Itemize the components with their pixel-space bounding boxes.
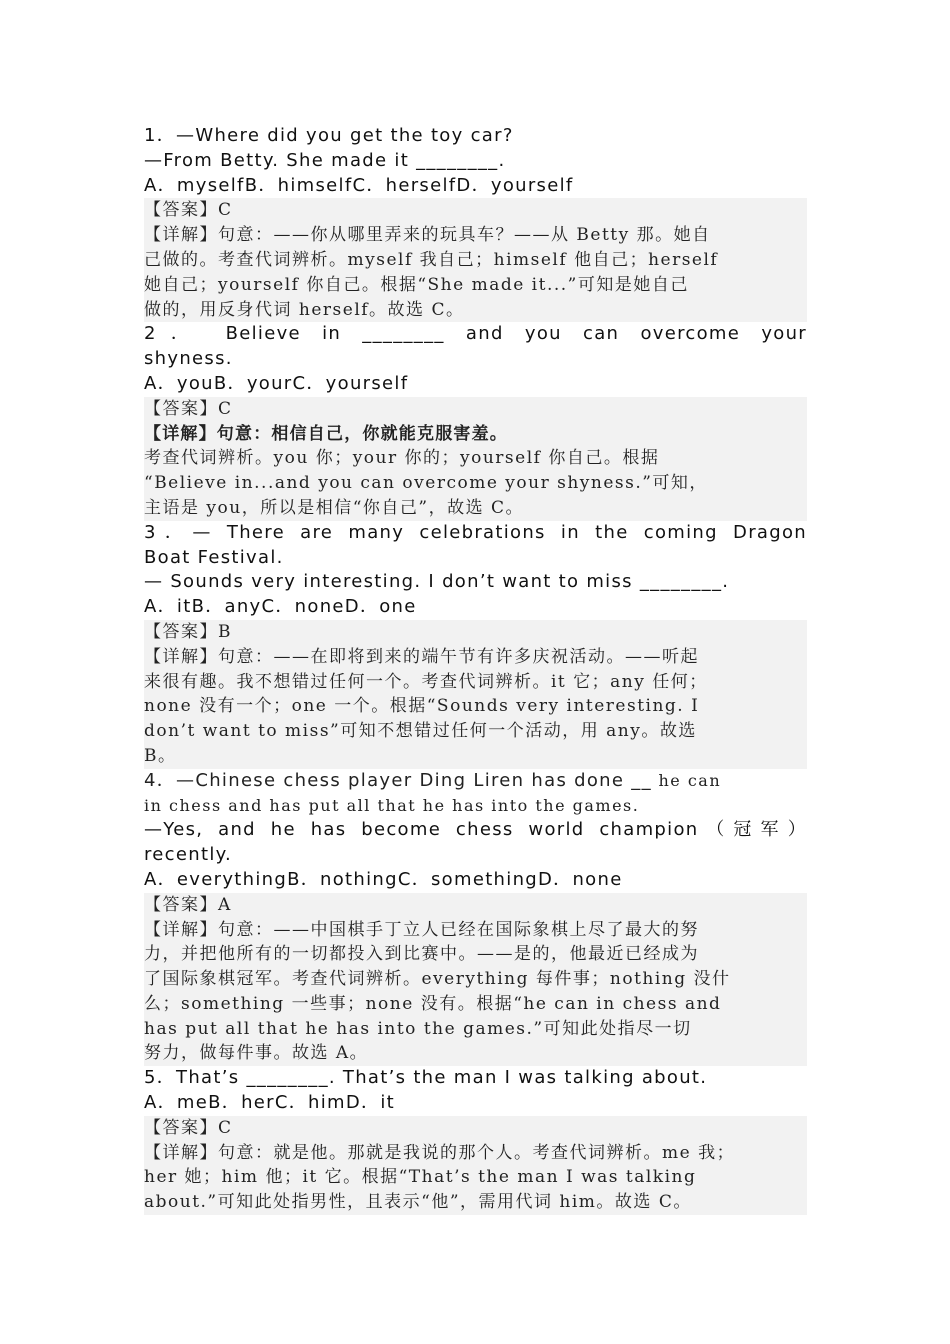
question-3-answer: 【答案】B [144, 620, 807, 645]
question-4-stem-continued-serif: in chess and has put all that he has into the games. [144, 795, 640, 815]
worksheet-page [144, 124, 807, 1215]
question-3-explanation-line: don’t want to miss”可知不想错过任何一个活动，用 any。故选 [144, 719, 807, 744]
question-2-explanation-heading: 【详解】句意：相信自己，你就能克服害羞。 [144, 422, 807, 447]
question-4-explanation-line: 了国际象棋冠军。考查代词辨析。everything 每件事；nothing 没什 [144, 967, 807, 992]
question-3-stem-continued: Boat Festival. [144, 546, 284, 568]
question-5-options: A．meB．herC．himD．it [144, 1092, 395, 1114]
question-3-explanation-line: B。 [144, 744, 807, 769]
question-2-stem-continued: shyness. [144, 348, 233, 370]
question-2-explanation-line: 主语是 you，所以是相信“你自己”，故选 C。 [144, 496, 807, 521]
question-1-reply: —From Betty. She made it ________. [144, 149, 506, 171]
question-4-explanation-line: 么；something 一些事；none 没有。根据“he can in chess and [144, 992, 807, 1017]
question-5-explanation-line: her 她；him 他；it 它。根据“That’s the man I was talking [144, 1165, 807, 1190]
question-5-explanation-line: 【详解】句意：就是他。那就是我说的那个人。考查代词辨析。me 我； [144, 1141, 807, 1166]
question-3-explanation-line: none 没有一个；one 一个。根据“Sounds very interesting. I [144, 694, 807, 719]
question-1-options: A．myselfB．himselfC．herselfD．yourself [144, 174, 574, 196]
question-1-explanation-line: 己做的。考查代词辨析。myself 我自己；himself 他自己；herself [144, 248, 807, 273]
question-4 [144, 769, 807, 1067]
question-4-reply: —Yes, and he has become chess world champion（冠军） [144, 819, 807, 841]
question-3-explanation-line: 【详解】句意：——在即将到来的端午节有许多庆祝活动。——听起 [144, 645, 807, 670]
question-4-stem-continued [144, 794, 807, 819]
question-4-reply-continued: recently. [144, 844, 233, 866]
question-2-explanation-line: “Believe in...and you can overcome your shyness.”可知， [144, 471, 807, 496]
question-4-stem-serif: he can [651, 770, 722, 790]
question-3 [144, 521, 807, 769]
question-1-explanation-line: 做的，用反身代词 herself。故选 C。 [144, 298, 807, 323]
question-3-reply: — Sounds very interesting. I don’t want to miss ________. [144, 571, 730, 593]
question-3-explanation-line: 来很有趣。我不想错过任何一个。考查代词辨析。it 它；any 任何； [144, 670, 807, 695]
question-4-explanation-line: 【详解】句意：——中国棋手丁立人已经在国际象棋上尽了最大的努 [144, 918, 807, 943]
question-4-stem-sans: 4．—Chinese chess player Ding Liren has done __ [144, 769, 652, 791]
question-3-options: A．itB．anyC．noneD．one [144, 596, 417, 618]
question-4-explanation-line: has put all that he has into the games.”可知此处指尽一切 [144, 1017, 807, 1042]
question-2-options: A．youB．yourC．yourself [144, 372, 409, 394]
question-4-explanation-line: 努力，做每件事。故选 A。 [144, 1041, 807, 1066]
question-1-explanation-line: 她自己；yourself 你自己。根据“She made it...”可知是她自己 [144, 273, 807, 298]
question-3-stem: 3．— There are many celebrations in the coming Dragon [144, 521, 807, 543]
question-1-explanation-line: 【详解】句意：——你从哪里弄来的玩具车？——从 Betty 那。她自 [144, 223, 807, 248]
question-5-explanation-line: about.”可知此处指男性，且表示“他”，需用代词 him。故选 C。 [144, 1190, 807, 1215]
question-1 [144, 124, 807, 322]
question-5-answer: 【答案】C [144, 1116, 807, 1141]
question-1-stem: 1．—Where did you get the toy car? [144, 125, 514, 146]
question-5-stem: 5．That’s ________. That’s the man I was talking about. [144, 1067, 708, 1089]
question-2-stem: 2． Believe in ________ and you can overcome your [144, 323, 807, 345]
question-1-answer: 【答案】C [144, 198, 807, 223]
question-4-options: A．everythingB．nothingC．somethingD．none [144, 868, 623, 890]
question-2-explanation-line: 考查代词辨析。you 你；your 你的；yourself 你自己。根据 [144, 446, 807, 471]
question-4-answer: 【答案】A [144, 893, 807, 918]
question-2 [144, 322, 807, 520]
question-4-stem [144, 769, 807, 794]
question-2-answer: 【答案】C [144, 397, 807, 422]
question-4-explanation-line: 力，并把他所有的一切都投入到比赛中。——是的，他最近已经成为 [144, 942, 807, 967]
question-5 [144, 1066, 807, 1215]
